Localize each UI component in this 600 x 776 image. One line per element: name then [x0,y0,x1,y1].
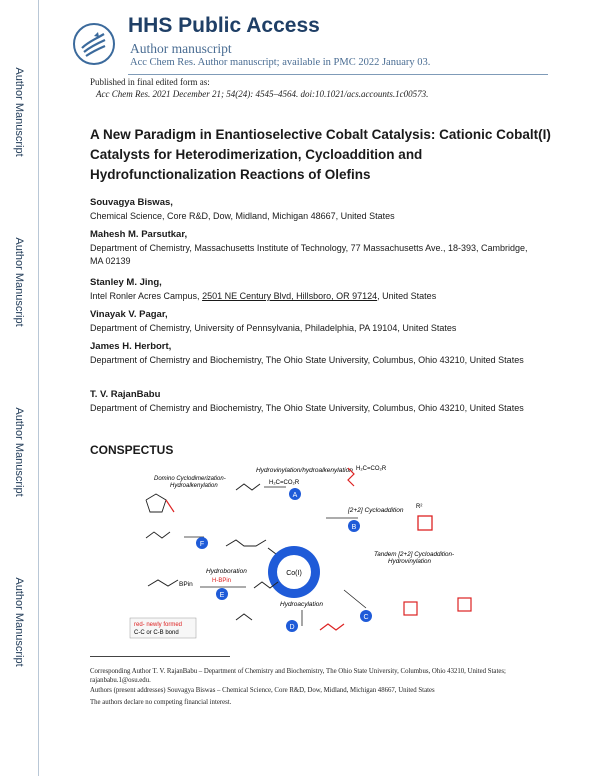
author-affiliation: Department of Chemistry and Biochemistry, The Ohio State University, Columbus, Ohio 43210, United States [90,355,524,365]
header-divider [128,74,548,75]
competing-interest-note: The authors declare no competing financial interest. [90,699,232,706]
product-a-label: H₂C=CO₂R [356,466,387,472]
legend-red: red- newly formed [134,622,183,628]
step-f-letter: F [199,541,205,548]
aldehyde-structure [236,614,252,620]
corresponding-author-note: Corresponding Author T. V. RajanBabu – Department of Chemistry and Biochemistry, The Ohio State University, Columbus, Ohio 43210, United States; rajanbabu.1@osu.edu. [90,668,506,684]
citation-line: Acc Chem Res. 2021 December 21; 54(24): 4545–4564. doi:10.1021/acs.accounts.1c00573. [96,89,429,99]
sidebar-label: Author Manuscript [13,577,25,667]
hydroacylation-label: Hydroacylation [280,601,323,608]
author-name: Mahesh M. Parsutkar, [90,229,188,240]
bpin-label: BPin [179,581,193,588]
step-e-letter: E [219,592,225,599]
author-affiliation: Chemical Science, Core R&D, Dow, Midland, Michigan 48667, United States [90,211,395,221]
alkene-structure [236,484,260,490]
hydroboration-product [148,580,178,586]
author-name: T. V. RajanBabu [90,389,161,400]
sidebar-label: Author Manuscript [13,237,25,327]
tandem-product-1 [404,602,417,615]
author-manuscript-subtitle: Author manuscript [130,41,232,56]
hhs-eagle-logo-icon [72,22,116,66]
cyclic-product-structure [146,494,166,512]
step-c-letter: C [363,614,369,621]
step-b-letter: B [351,524,357,531]
new-bond-mark [166,500,174,512]
cyclobutane-product [418,516,432,530]
arrow-c [344,590,366,608]
step-a-letter: A [292,492,298,499]
author-name: Souvagya Biswas, [90,197,173,208]
author-affiliation: Department of Chemistry, University of Pennsylvania, Philadelphia, PA 19104, United States [90,323,457,333]
r-label: R² [416,504,423,510]
conspectus-scheme [126,460,506,652]
hydroacylation-product [320,624,344,630]
author-affiliation: Department of Chemistry and Biochemistry, The Ohio State University, Columbus, Ohio 43210, United States [90,403,524,413]
cycloaddition-label: [2+2] Cycloaddition [348,507,404,514]
hhs-title: HHS Public Access [128,14,320,37]
left-sidebar [0,0,39,776]
step-d-letter: D [289,624,295,631]
published-label: Published in final edited form as: [90,77,210,87]
hydroboration-label: Hydroboration [206,568,247,575]
author-name: James H. Herbort, [90,341,172,352]
journal-availability-line: Acc Chem Res. Author manuscript; available in PMC 2022 January 03. [130,57,431,68]
author-name: Stanley M. Jing, [90,277,162,288]
hydrovinylation-label: Hydrovinylation/hydroalkenylation [256,467,353,474]
catalyst-label: Co(I) [286,570,302,577]
sidebar-label: Author Manuscript [13,407,25,497]
tandem-product-2 [458,598,471,611]
address-link[interactable]: 2501 NE Century Blvd, Hillsboro, OR 97124 [202,291,378,301]
article-title: A New Paradigm in Enantioselective Cobalt Catalysis: Cationic Cobalt(I) Catalysts for Heterodimerization, Cycloaddition and Hydrofunctionalization Reactions of Olefins [90,127,551,182]
side-product-structure [146,532,170,538]
author-affiliation: Department of Chemistry, Massachusetts Institute of Technology, 77 Massachusetts Ave., 18-393, Cambridge, MA 02139 [90,243,528,266]
author-affiliation: Intel Ronler Acres Campus, 2501 NE Century Blvd, Hillsboro, OR 97124, United States [90,291,437,301]
diene-substrate [226,540,266,546]
hbpin-reagent: H-BPin [212,578,232,584]
tandem-label: Tandem [2+2] Cycloaddition-Hydrovinylation [374,551,455,565]
domino-label: Domino Cyclodimerization-Hydroalkenylation [154,476,226,489]
sidebar-label: Author Manuscript [13,67,25,157]
present-address-note: Authors (present addresses) Souvagya Biswas – Chemical Science, Core R&D, Dow, Midland, Michigan 48667, United States [90,687,435,694]
conspectus-heading: CONSPECTUS [90,443,174,457]
legend-bond: C-C or C-B bond [134,630,179,636]
footnote-divider [90,656,230,657]
author-name: Vinayak V. Pagar, [90,309,168,320]
reagent-a: H₂C=CO₂R [269,480,300,486]
